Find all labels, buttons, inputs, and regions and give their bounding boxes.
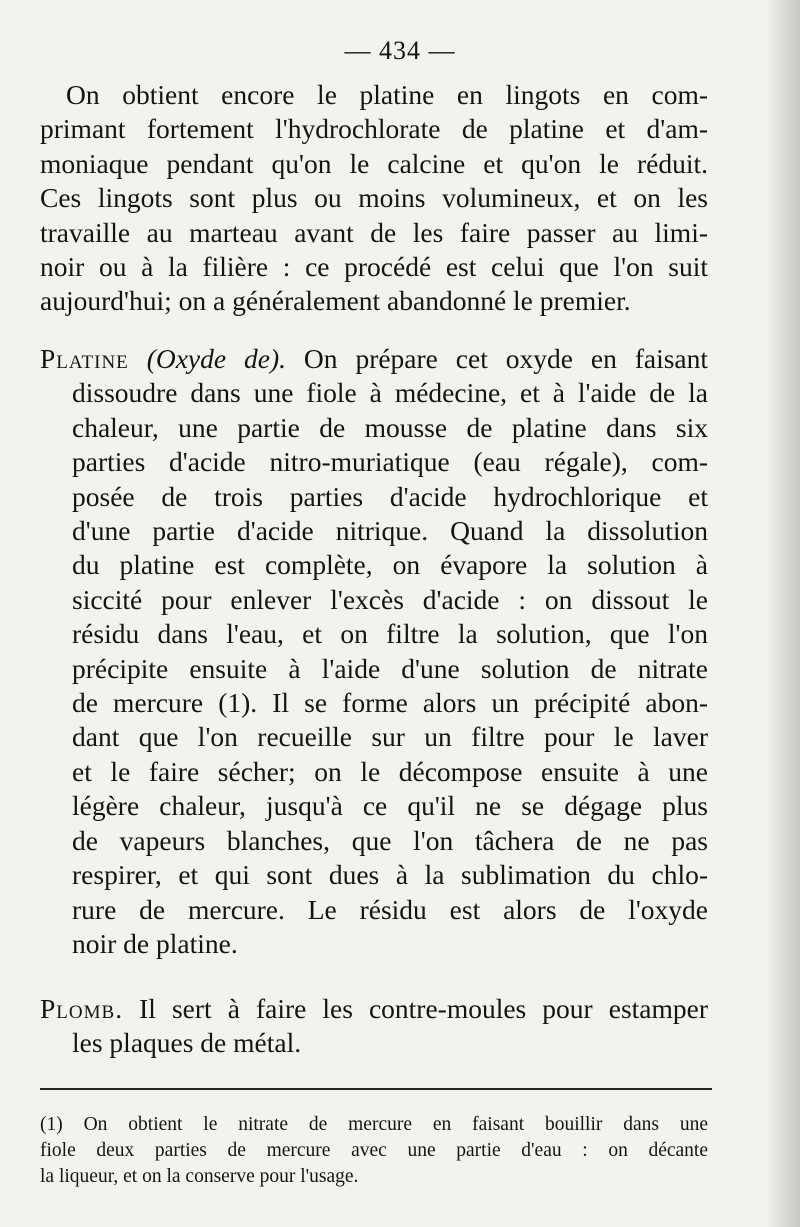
page-number: — 434 — (344, 36, 456, 65)
text-line: précipite ensuite à l'aide d'une solution de nitrate (72, 652, 708, 684)
text-line: dissoudre dans une fiole à médecine, et à l'aide de la (72, 377, 708, 409)
text-line: de mercure (1). Il se forme alors un précipité abon- (72, 687, 708, 719)
entry-platine-oxyde (40, 342, 708, 961)
text-line: les plaques de métal. (72, 1027, 302, 1059)
text-line: siccité pour enlever l'excès d'acide : on dissout le (72, 583, 708, 615)
text-line: On obtient encore le platine en lingots en com- (66, 79, 708, 110)
text-line: du platine est complète, on évapore la solution à (72, 549, 708, 581)
entry-head-italic: (Oxyde de). (146, 343, 286, 374)
entry-head: Platine (40, 343, 129, 374)
entry-first-line-text: On prépare cet oxyde en faisant (303, 343, 709, 374)
text-line: noir ou à la filière : ce procédé est celui que l'on suit (40, 251, 708, 283)
entry-first-line (40, 992, 708, 1026)
text-line: noir de platine. (72, 927, 238, 959)
footnote-line: (1) On obtient le nitrate de mercure en faisant bouillir dans une (40, 1114, 708, 1135)
text-line: résidu dans l'eau, et on filtre la solution, que l'on (72, 618, 708, 650)
footnote-line: la liqueur, et on la conserve pour l'usage. (40, 1166, 359, 1187)
text-line: primant fortement l'hydrochlorate de platine et d'am- (40, 113, 708, 145)
text-line: parties d'acide nitro-muriatique (eau régale), com- (72, 446, 708, 478)
text-line: dant que l'on recueille sur un filtre pour le laver (72, 721, 708, 753)
text-line: aujourd'hui; on a généralement abandonné le premier. (40, 285, 631, 317)
text-line: rure de mercure. Le résidu est alors de l'oxyde (72, 893, 708, 925)
entry-first-line (40, 342, 708, 376)
footnote-rule (40, 1088, 712, 1090)
text-line: moniaque pendant qu'on le calcine et qu'on le réduit. (40, 147, 708, 179)
text-line: posée de trois parties d'acide hydrochlorique et (72, 480, 708, 512)
entry-head: Plomb. (40, 993, 124, 1024)
text-line: Ces lingots sont plus ou moins volumineux, et on les (40, 182, 708, 214)
entry-plomb (40, 992, 708, 1061)
text-line: chaleur, une partie de mousse de platine dans six (72, 411, 708, 443)
text-line: et le faire sécher; on le décompose ensuite à une (72, 755, 708, 787)
text-line: d'une partie d'acide nitrique. Quand la dissolution (72, 515, 708, 547)
paragraph-lingots (40, 78, 708, 319)
text-line: légère chaleur, jusqu'à ce qu'il ne se dégage plus (72, 790, 708, 822)
text-line: travaille au marteau avant de les faire passer au limi- (40, 216, 708, 248)
footnote (40, 1112, 708, 1190)
page-edge-shadow (766, 0, 800, 1227)
text-line: de vapeurs blanches, que l'on tâchera de ne pas (72, 824, 708, 856)
text-line: respirer, et qui sont dues à la sublimation du chlo- (72, 859, 708, 891)
footnote-line: fiole deux parties de mercure avec une partie d'eau : on décante (40, 1140, 708, 1161)
entry-first-line-text: Il sert à faire les contre-moules pour estamper (139, 993, 708, 1024)
